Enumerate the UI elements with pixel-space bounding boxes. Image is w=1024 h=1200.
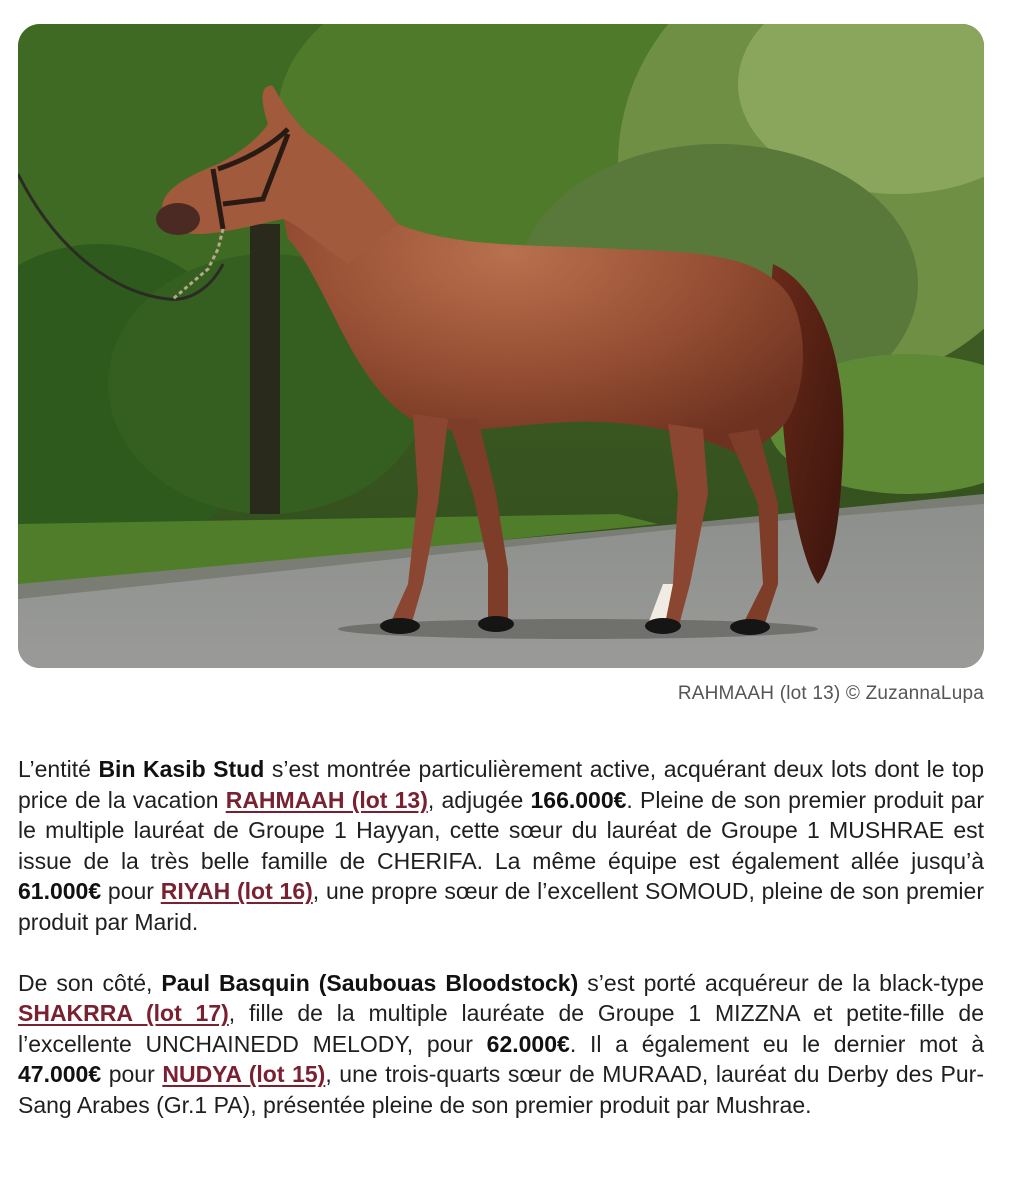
buyer-name: Bin Kasib Stud bbox=[98, 756, 265, 782]
text-segment: pour bbox=[101, 1061, 163, 1088]
price-value: 166.000€ bbox=[530, 786, 627, 813]
text-segment: , une propre sœur de l’excellent SOMOUD, pleine de son premier produit par Marid. bbox=[18, 878, 984, 935]
text-segment: s’est porté acquéreur de la black-type bbox=[578, 969, 984, 996]
text-segment: . Il a également eu le dernier mot à bbox=[569, 1030, 985, 1057]
horse-photo bbox=[18, 24, 984, 668]
price-value: 61.000€ bbox=[18, 878, 102, 905]
lot-link-riyah[interactable]: RIYAH (lot 16) bbox=[160, 878, 313, 905]
price-value: 62.000€ bbox=[486, 1030, 570, 1057]
photo-caption: RAHMAAH (lot 13) © ZuzannaLupa bbox=[677, 683, 984, 704]
price-value: 47.000€ bbox=[18, 1061, 102, 1088]
paragraph-bin-kasib bbox=[18, 754, 984, 938]
lot-link-shakrra[interactable]: SHAKRRA (lot 17) bbox=[18, 1000, 229, 1027]
text-segment: L’entité bbox=[18, 756, 99, 782]
text-segment: De son côté, bbox=[18, 969, 162, 996]
text-segment: , fille de la multiple lauréate de Groupe 1 MIZZNA et petite-fille de l’excellente UNCHAINEDD MELODY, pour bbox=[18, 1000, 984, 1057]
text-segment: , adjugée bbox=[427, 786, 531, 813]
horse-photo-illustration bbox=[18, 24, 984, 668]
text-segment: s’est montrée particulièrement active, acquérant deux lots dont le top price de la vacation bbox=[18, 756, 984, 813]
text-segment: . Pleine de son premier produit par le multiple lauréat de Groupe 1 Hayyan, cette sœur du lauréat de Groupe 1 MUSHRAE est issue de la très belle famille de CHERIFA. La même équipe est également allée jusqu’à bbox=[18, 786, 984, 874]
lot-link-rahmaah[interactable]: RAHMAAH (lot 13) bbox=[225, 786, 428, 813]
paragraph-paul-basquin bbox=[18, 968, 984, 1121]
text-segment: pour bbox=[101, 878, 161, 905]
buyer-name: Paul Basquin (Saubouas Bloodstock) bbox=[161, 969, 579, 996]
text-segment: , une trois-quarts sœur de MURAAD, lauréat du Derby des Pur-Sang Arabes (Gr.1 PA), présentée pleine de son premier produit par Mushrae. bbox=[18, 1061, 984, 1118]
article-body bbox=[18, 754, 984, 1121]
lot-link-nudya[interactable]: NUDYA (lot 15) bbox=[162, 1061, 326, 1088]
